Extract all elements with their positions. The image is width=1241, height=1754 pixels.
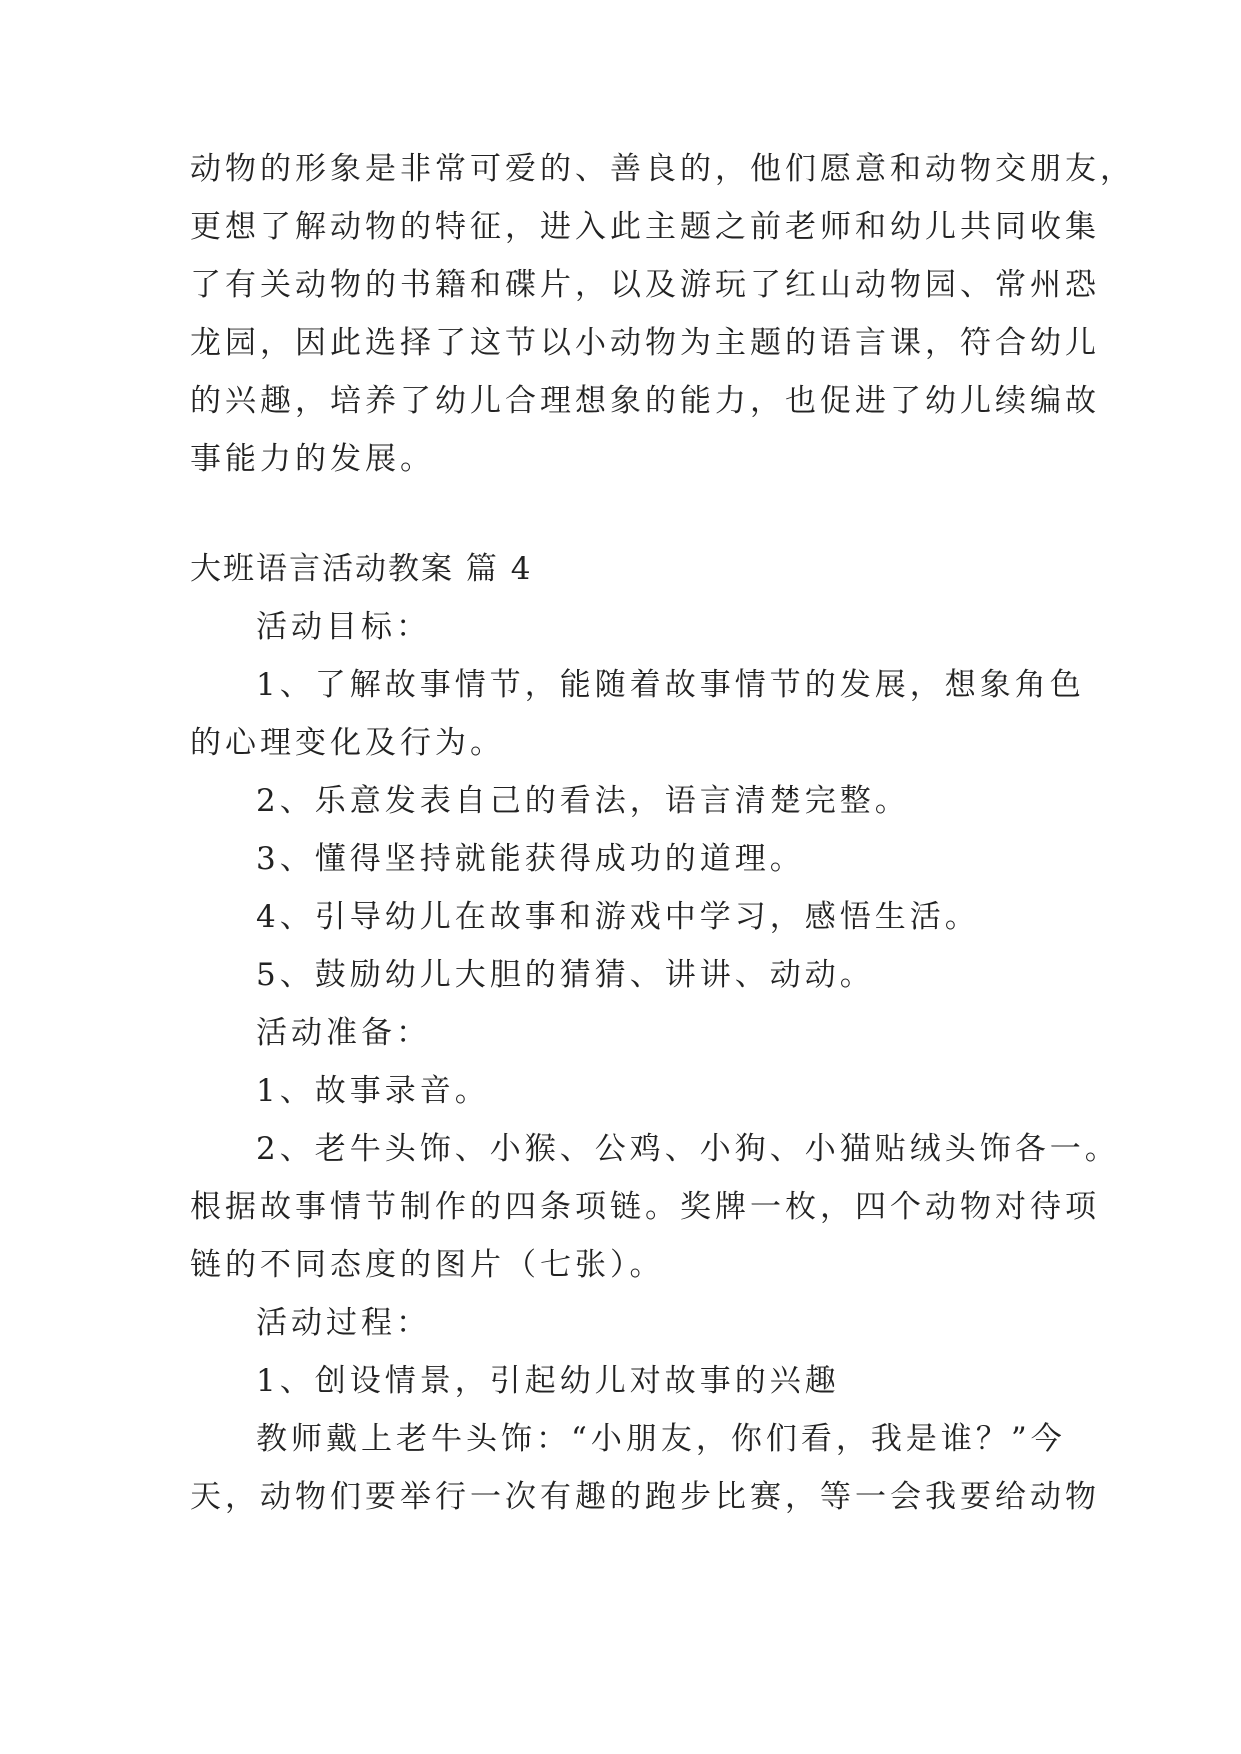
goal-item-5: 5、鼓励幼儿大胆的猜猜、讲讲、动动。 [256,957,875,993]
heading-activity-preparation: 活动准备： [256,1015,431,1051]
heading-activity-goals: 活动目标： [256,609,431,645]
paragraph-line: 的兴趣，培养了幼儿合理想象的能力，也促进了幼儿续编故 [190,383,1100,419]
section-title: 大班语言活动教案 篇 4 [190,551,533,587]
preparation-item-2-continued: 根据故事情节制作的四条项链。奖牌一枚，四个动物对待项 [190,1189,1100,1225]
preparation-item-2: 2、老牛头饰、小猴、公鸡、小狗、小猫贴绒头饰各一。 [256,1131,1120,1167]
goal-item-3: 3、懂得坚持就能获得成功的道理。 [256,841,805,877]
paragraph-line: 事能力的发展。 [190,441,435,477]
process-paragraph: 教师戴上老牛头饰：“小朋友，你们看，我是谁？”今 [256,1421,1066,1457]
goal-item-1-continued: 的心理变化及行为。 [190,725,505,761]
preparation-item-1: 1、故事录音。 [256,1073,490,1109]
intro-paragraph [190,140,1135,488]
process-paragraph-continued: 天，动物们要举行一次有趣的跑步比赛，等一会我要给动物 [190,1479,1100,1515]
heading-activity-process: 活动过程： [256,1305,431,1341]
process-step-1: 1、创设情景，引起幼儿对故事的兴趣 [256,1363,840,1399]
paragraph-line: 龙园，因此选择了这节以小动物为主题的语言课，符合幼儿 [190,325,1100,361]
lesson-body [190,598,1120,1526]
goal-item-2: 2、乐意发表自己的看法，语言清楚完整。 [256,783,910,819]
document-page [190,140,1135,1526]
paragraph-line: 动物的形象是非常可爱的、善良的，他们愿意和动物交朋友， [190,151,1135,187]
paragraph-line: 更想了解动物的特征，进入此主题之前老师和幼儿共同收集 [190,209,1100,245]
paragraph-line: 了有关动物的书籍和碟片，以及游玩了红山动物园、常州恐 [190,267,1100,303]
preparation-item-2-continued: 链的不同态度的图片（七张）。 [190,1247,665,1283]
goal-item-1: 1、了解故事情节，能随着故事情节的发展，想象角色 [256,667,1085,703]
goal-item-4: 4、引导幼儿在故事和游戏中学习，感悟生活。 [256,899,980,935]
